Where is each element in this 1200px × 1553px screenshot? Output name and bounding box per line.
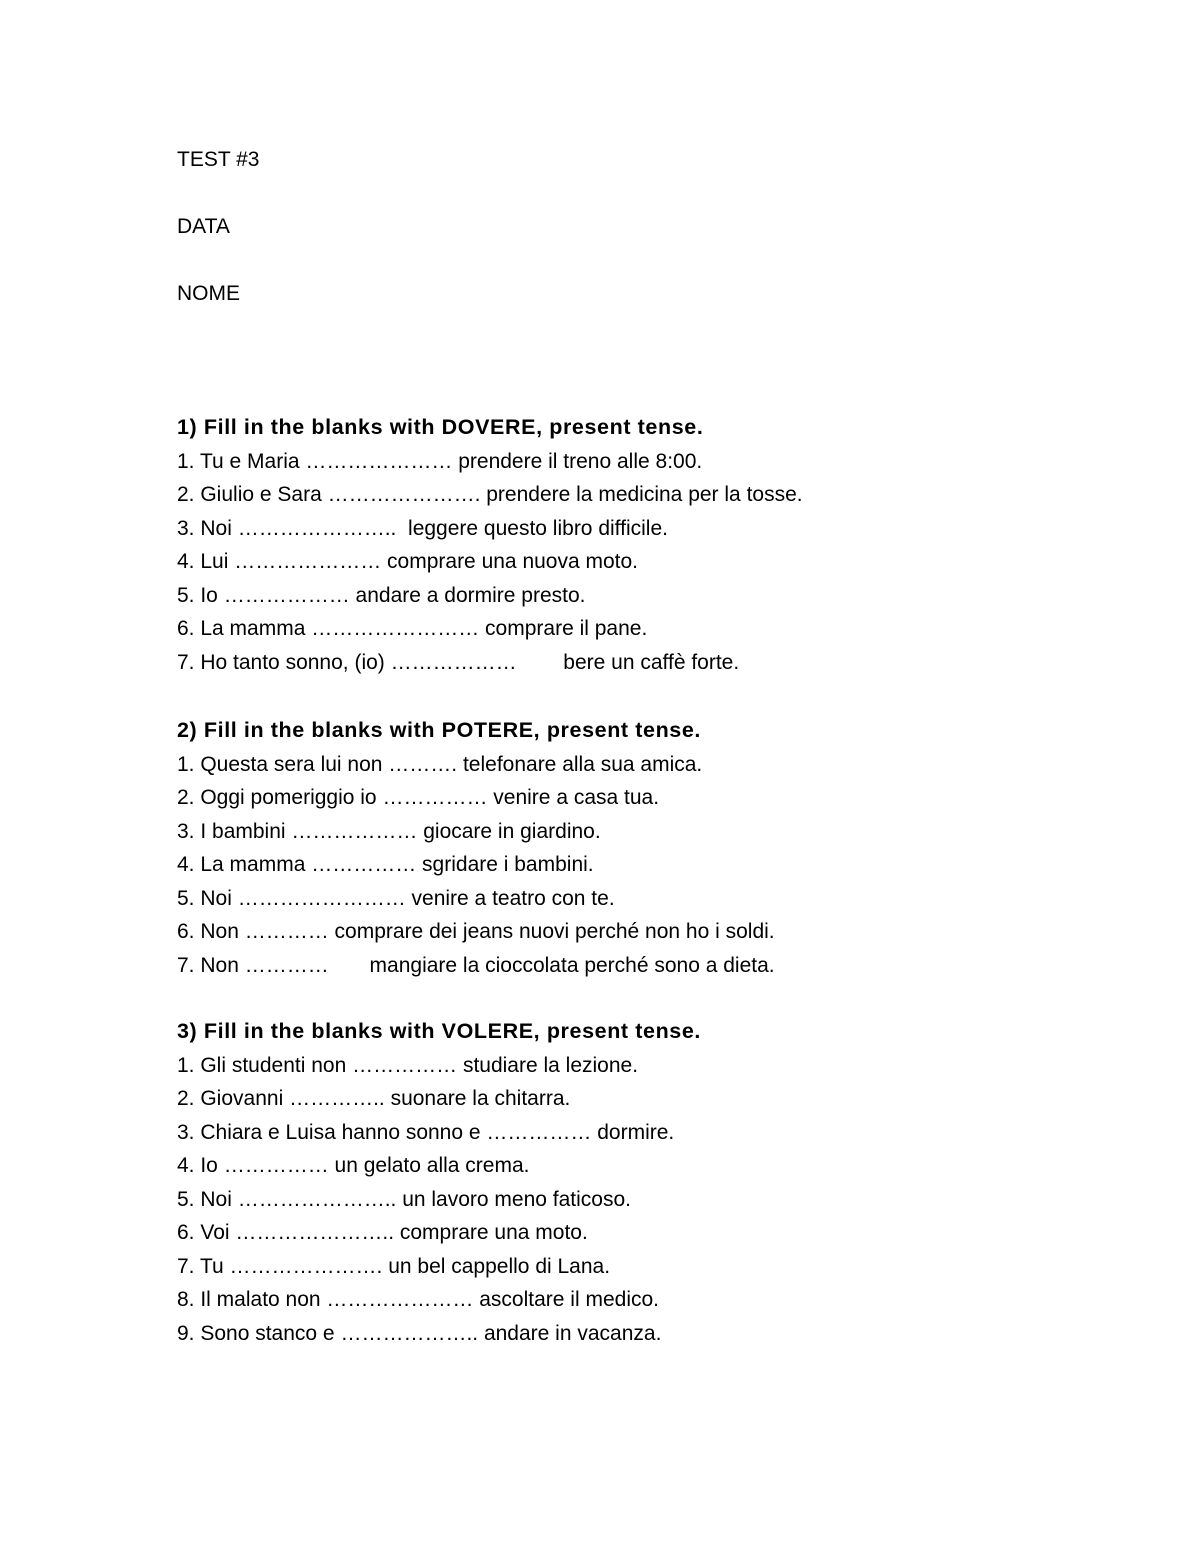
- exercise-item: 7. Non ………… mangiare la cioccolata perché sono a dieta.: [177, 953, 775, 977]
- exercise-item: 3. Noi ………………….. leggere questo libro difficile.: [177, 516, 668, 540]
- exercise-section-potere: [177, 714, 1077, 982]
- exercise-item: 6. La mamma …………………… comprare il pane.: [177, 617, 648, 640]
- exercise-item: 9. Sono stanco e ……………….. andare in vacanza.: [177, 1321, 662, 1345]
- exercise-list: [177, 748, 1077, 983]
- exercise-item: 5. Noi ………………….. un lavoro meno faticoso.: [177, 1187, 631, 1211]
- exercise-item: 6. Non ………… comprare dei jeans nuovi perché non ho i soldi.: [177, 920, 775, 943]
- exercise-item: 1. Gli studenti non …………… studiare la lezione.: [177, 1053, 639, 1077]
- name-label: NOME: [177, 282, 240, 305]
- exercise-item: 2. Giovanni ………….. suonare la chitarra.: [177, 1087, 571, 1110]
- test-title: TEST #3: [177, 148, 260, 171]
- exercise-item: 7. Tu …………………. un bel cappello di Lana.: [177, 1254, 611, 1278]
- exercise-item: 1. Tu e Maria ………………… prendere il treno alle 8:00.: [177, 449, 703, 473]
- exercise-item: 2. Giulio e Sara …………………. prendere la medicina per la tosse.: [177, 483, 803, 506]
- section-heading: 1) Fill in the blanks with DOVERE, present tense.: [177, 415, 704, 439]
- exercise-item: 4. La mamma …………… sgridare i bambini.: [177, 853, 594, 876]
- exercise-item: 6. Voi ………………….. comprare una moto.: [177, 1221, 588, 1244]
- exercise-item: 3. Chiara e Luisa hanno sonno e …………… dormire.: [177, 1120, 675, 1144]
- exercise-list: [177, 1049, 1077, 1351]
- exercise-item: 4. Lui ………………… comprare una nuova moto.: [177, 550, 639, 573]
- exercise-list: [177, 445, 1077, 680]
- exercise-item: 4. Io …………… un gelato alla crema.: [177, 1154, 530, 1177]
- exercise-section-volere: [177, 1015, 1077, 1350]
- exercise-item: 2. Oggi pomeriggio io …………… venire a casa tua.: [177, 786, 660, 809]
- exercise-item: 5. Io ……………… andare a dormire presto.: [177, 583, 586, 607]
- exercise-item: 7. Ho tanto sonno, (io) ……………… bere un caffè forte.: [177, 650, 740, 674]
- exercise-item: 3. I bambini ……………… giocare in giardino.: [177, 819, 601, 843]
- exercise-item: 1. Questa sera lui non ………. telefonare alla sua amica.: [177, 752, 703, 776]
- section-heading: 3) Fill in the blanks with VOLERE, present tense.: [177, 1019, 701, 1043]
- exercise-item: 5. Noi …………………… venire a teatro con te.: [177, 886, 615, 910]
- section-heading: 2) Fill in the blanks with POTERE, present tense.: [177, 718, 701, 742]
- date-label: DATA: [177, 215, 230, 238]
- exercise-section-dovere: [177, 411, 1077, 679]
- exercise-item: 8. Il malato non ………………… ascoltare il medico.: [177, 1288, 659, 1311]
